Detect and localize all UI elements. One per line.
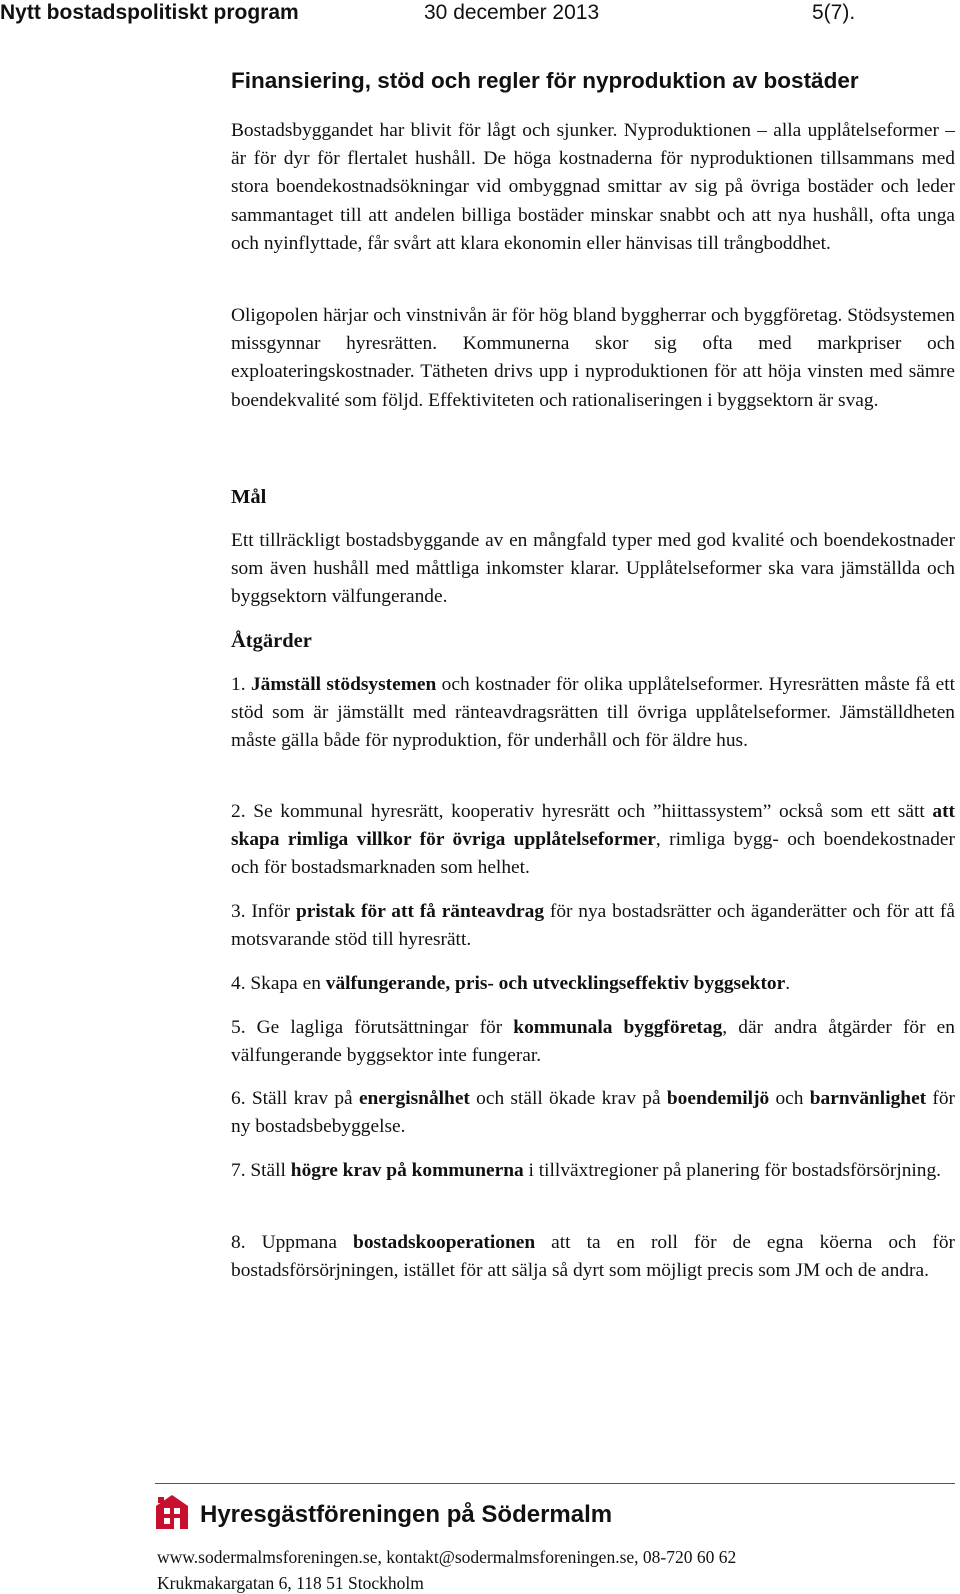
- house-logo-icon: [155, 1494, 189, 1530]
- action-item-7: 7. Ställ högre krav på kommunerna i tillväxtregioner på planering för bostadsförsörjning.: [231, 1160, 942, 1181]
- actions-heading: Åtgärder: [231, 630, 312, 652]
- organization-name: Hyresgästföreningen på Södermalm: [200, 1501, 613, 1528]
- action-item-8: 8. Uppmana bostadskooperationen att ta en roll för de egna köerna och för bostadsförsörjningen, istället för att sälja så dyrt som möjligt precis som JM och de andra.: [231, 1232, 956, 1282]
- action-item-2: 2. Se kommunal hyresrätt, kooperativ hyresrätt och ”hiittassystem” också som ett sätt att skapa rimliga villkor för övriga upplåtelseformer, rimliga bygg- och boendekostnader och för bostadsmarknaden som helhet.: [231, 801, 956, 879]
- goal-paragraph: Ett tillräckligt bostadsbyggande av en mångfald typer med god kvalité och boendekostnader som även hushåll med måttliga inkomster klarar. Upplåtelseformer ska vara jämställda och byggsektorn välfungerande.: [231, 530, 955, 608]
- contact-info: www.sodermalmsforeningen.se, kontakt@sodermalmsforeningen.se, 08-720 60 62: [157, 1547, 737, 1567]
- document-date: 30 december 2013: [424, 1, 600, 24]
- section-title: Finansiering, stöd och regler för nyproduktion av bostäder: [231, 68, 859, 93]
- postal-address: Krukmakargatan 6, 118 51 Stockholm: [157, 1573, 424, 1593]
- page-number: 5(7).: [812, 1, 856, 24]
- intro-paragraph-1: Bostadsbyggandet har blivit för lågt och sjunker. Nyproduktionen – alla upplåtelseformer – är för dyr för flertalet hushåll. De höga kostnaderna för nyproduktionen tillsammans med stora boendekostnadsökningar vid ombyggnad smittar av sig på övriga bostäder och leder sammantaget till att andelen billiga bostäder minskar snabbt och att nya hushåll, ofta unga och nyinflyttade, får svårt att klara ekonomin eller hänvisas till trångboddhet.: [231, 120, 955, 254]
- page-header: [0, 0, 960, 30]
- action-item-6: 6. Ställ krav på energisnålhet och ställ ökade krav på boendemiljö och barnvänlighet för ny bostadsbebyggelse.: [231, 1088, 956, 1138]
- goal-heading: Mål: [231, 486, 267, 508]
- intro-paragraph-2: Oligopolen härjar och vinstnivån är för hög bland byggherrar och byggföretag. Stödsystemen missgynnar hyresrätten. Kommunerna skor sig ofta med markpriser och exploateringskostnader. Tätheten drivs upp i nyproduktionen för att höja vinsten med sämre boendekvalité som följd. Effektiviteten och rationaliseringen i byggsektorn är svag.: [231, 305, 955, 411]
- action-item-5: 5. Ge lagliga förutsättningar för kommunala byggföretag, där andra åtgärder för en välfungerande byggsektor inte fungerar.: [231, 1017, 955, 1067]
- document-title: Nytt bostadspolitiskt program: [0, 1, 299, 24]
- action-item-3: 3. Inför pristak för att få ränteavdrag för nya bostadsrätter och äganderätter och för att få motsvarande stöd till hyresrätt.: [231, 901, 955, 951]
- action-item-1: 1. Jämställ stödsystemen och kostnader för olika upplåtelseformer. Hyresrätten måste få ett stöd som är jämställt med ränteavdragsrätten till övriga upplåtelseformer. Jämställdheten måste gälla både för nyproduktion, för underhåll och för äldre hus.: [231, 674, 955, 752]
- footer-divider: [155, 1483, 955, 1484]
- action-item-4: 4. Skapa en välfungerande, pris- och utvecklingseffektiv byggsektor.: [231, 973, 791, 994]
